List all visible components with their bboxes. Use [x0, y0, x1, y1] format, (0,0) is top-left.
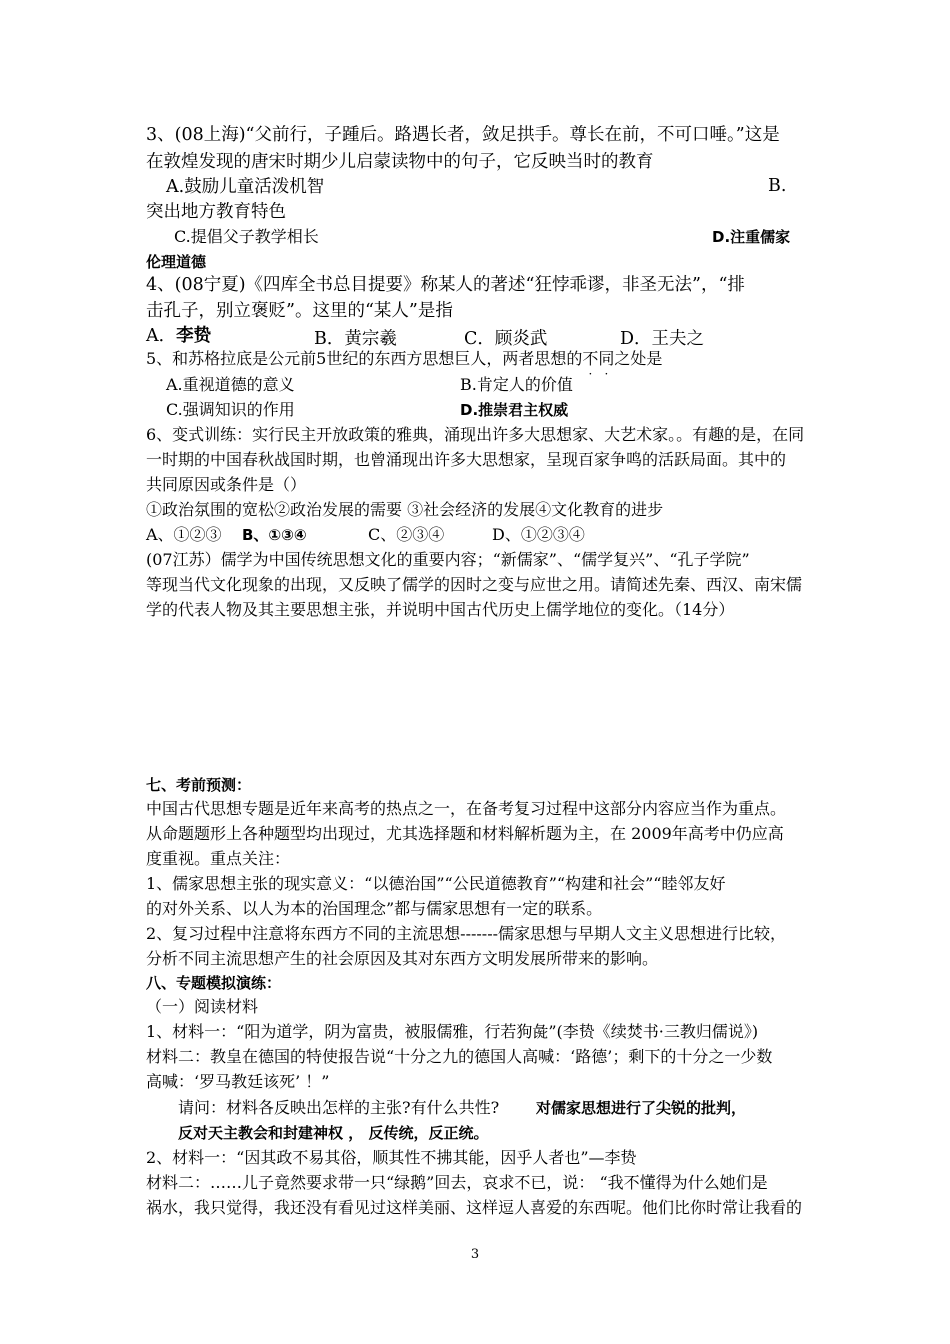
q2-material-2-line2: 祸水，我只觉得，我还没有看见过这样美丽、这样逗人喜爱的东西呢。他们比你时常让我看的: [146, 1198, 803, 1217]
q5-emphasis-char-2: 同: [598, 349, 615, 368]
answer-line1: 对儒家思想进行了尖锐的批判，: [536, 1099, 747, 1117]
q3-stem-line1: 3、(08上海)“父前行，子踵后。路遇长者，敛足拱手。尊长在前，不可口唾。”这是: [146, 125, 780, 145]
q4-stem-line2: 击孔子，别立褒贬”。这里的“某人”是指: [146, 301, 453, 321]
section-7-p4: 1、儒家思想主张的现实意义：“以德治国”“公民道德教育”“构建和社会”“睦邻友好: [146, 874, 726, 893]
q4-option-a-text: 李贽: [176, 326, 212, 346]
q3-option-d-part2: 伦理道德: [146, 253, 207, 271]
material-1-line: 1、材料一：“阳为道学，阴为富贵，被服儒雅，行若狗彘”(李贽《续焚书·三教归儒说》): [146, 1022, 759, 1041]
q5-emphasis-char-1: 不: [582, 349, 599, 368]
q3-option-c: C.提倡父子教学相长: [174, 227, 319, 246]
q07-line3: 学的代表人物及其主要思想主张，并说明中国古代历史上儒学地位的变化。（14分）: [146, 600, 735, 619]
q5-stem: [146, 348, 662, 370]
section-7-p2: 从命题题形上各种题型均出现过，尤其选择题和材料解析题为主，在 2009年高考中仍应高: [146, 824, 784, 843]
q2-material-2-line1: 材料二：……儿子竟然要求带一只“绿鹅”回去，哀求不已，说： “我不懂得为什么她们是: [146, 1173, 768, 1192]
q5-option-a: A.重视道德的意义: [166, 375, 295, 394]
q5-stem-before: 5、和苏格拉底是公元前5世纪的东西方思想巨人，两者思想的: [146, 349, 583, 368]
q4-option-c: C．顾炎武: [464, 329, 548, 349]
section-7-p1: 中国古代思想专题是近年来高考的热点之一，在备考复习过程中这部分内容应当作为重点。: [146, 799, 787, 818]
section-7-p5: 的对外关系、以人为本的治国理念”都与儒家思想有一定的联系。: [146, 899, 603, 918]
q3-option-a: A.鼓励儿童活泼机智: [166, 177, 325, 197]
material-2-line1: 材料二：教皇在德国的特使报告说“十分之九的德国人高喊：‘路德’；剩下的十分之一少数: [146, 1047, 773, 1066]
q6-stem-line1: 6、变式训练：实行民主开放政策的雅典，涌现出许多大思想家、大艺术家。。有趣的是，在同: [146, 425, 805, 444]
q07-line1: (07江苏）儒学为中国传统思想文化的重要内容；“新儒家”、“儒学复兴”、“孔子学院”: [146, 550, 750, 569]
q07-line2: 等现当代文化现象的出现，又反映了儒学的因时之变与应世之用。请简述先秦、西汉、南宋儒: [146, 575, 803, 594]
section-7-title: 七、考前预测：: [146, 776, 252, 794]
q5-option-d: D.推崇君主权威: [460, 401, 569, 419]
q4-option-a: [146, 325, 211, 347]
q4-option-a-label: A．: [146, 326, 177, 346]
q4-stem-line1: 4、(08宁夏)《四库全书总目提要》称某人的著述“狂悖乖谬，非圣无法”，“排: [146, 275, 745, 295]
section-7-p6: 2、复习过程中注意将东西方不同的主流思想-------儒家思想与早期人文主义思想进行比较，: [146, 924, 787, 943]
q6-stem-line3: 共同原因或条件是（）: [146, 475, 307, 494]
q3-option-d-part1: D.注重儒家: [712, 228, 791, 246]
section-8-title: 八、专题模拟演练：: [146, 974, 282, 992]
q6-stem-line2: 一时期的中国春秋战国时期，也曾涌现出许多大思想家，呈现百家争鸣的活跃局面。其中的: [146, 450, 787, 469]
q3-option-b-label: B.: [768, 176, 787, 196]
q2-material-1: 2、材料一：“因其政不易其俗，顺其性不拂其能，因乎人者也”—李贽: [146, 1148, 637, 1167]
section-8-subtitle: （一）阅读材料: [146, 997, 259, 1016]
q6-items: ①政治氛围的宽松②政治发展的需要 ③社会经济的发展④文化教育的进步: [146, 500, 664, 519]
q6-option-d: D、①②③④: [492, 525, 585, 544]
q5-stem-after: 之处是: [614, 349, 663, 368]
question-ask: 请问：材料各反映出怎样的主张?有什么共性?: [178, 1098, 500, 1117]
q4-option-d: D．王夫之: [620, 329, 705, 349]
q5-option-b: B.肯定人的价值: [460, 375, 573, 394]
q3-stem-line2: 在敦煌发现的唐宋时期少儿启蒙读物中的句子，它反映当时的教育: [146, 152, 654, 172]
material-2-line2: 高喊：‘罗马教廷该死’ ！”: [146, 1072, 330, 1091]
answer-line2: 反对天主教会和封建神权 ， 反传统，反正统。: [178, 1124, 489, 1142]
section-7-p7: 分析不同主流思想产生的社会原因及其对东西方文明发展所带来的影响。: [146, 949, 659, 968]
q6-option-c: C、②③④: [368, 525, 445, 544]
q4-option-b: B．黄宗羲: [314, 329, 397, 349]
q6-option-a: A、①②③: [146, 525, 222, 544]
q3-option-b-text: 突出地方教育特色: [146, 202, 286, 222]
q6-option-b: B、①③④: [242, 526, 307, 544]
q5-option-c: C.强调知识的作用: [166, 400, 295, 419]
section-7-p3: 度重视。重点关注：: [146, 849, 291, 868]
page-number: 3: [470, 1247, 480, 1262]
